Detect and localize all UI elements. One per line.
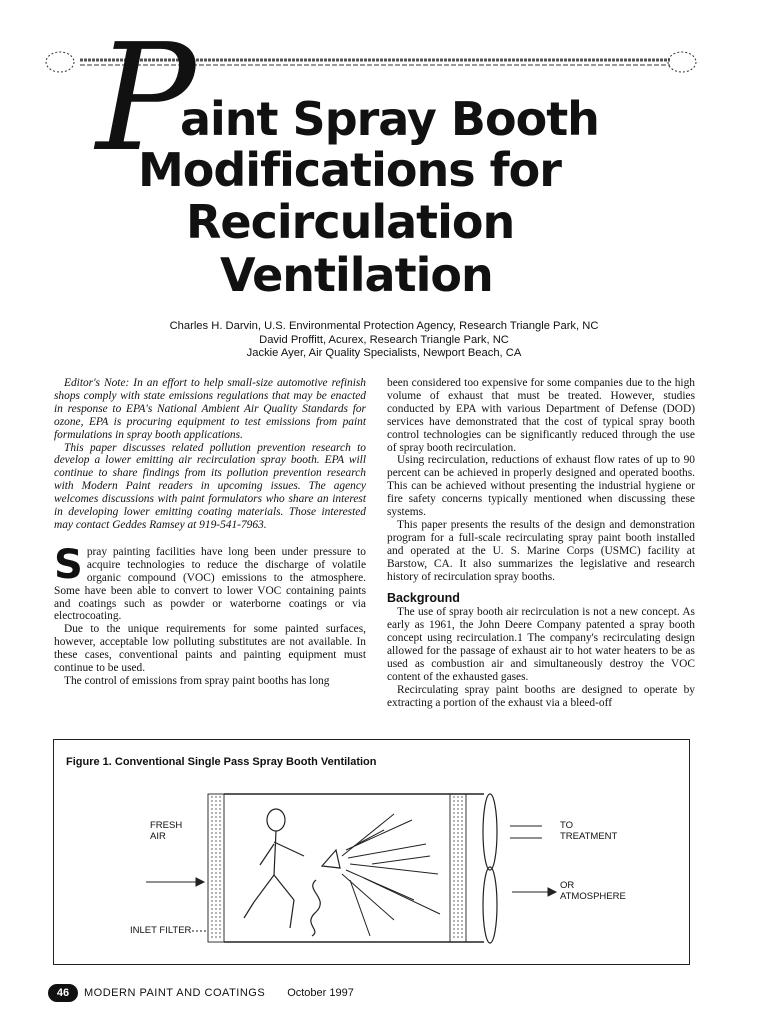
body-paragraph-5: Using recirculation, reductions of exhaust flow rates of up to 90 percent can be achieved in properly designed and operated booths. This can be achieved without presenting the industrial hygiene or fire safety concerns typically mentioned when discussing these systems. [387, 454, 695, 519]
painter-figure [244, 809, 320, 936]
right-column [387, 377, 695, 710]
author-1: Charles H. Darvin, U.S. Environmental Protection Agency, Research Triangle Park, NC [169, 320, 599, 332]
body-paragraph-4: been considered too expensive for some companies due to the high volume of exhaust that must be treated. However, studies conducted by EPA with various Department of Defense (DOD) services have demonstrated that the cost of typical spray booth control technologies can be significantly reduced through the use of spray booth recirculation. [387, 377, 695, 454]
body-paragraph-2: Due to the unique requirements for some painted surfaces, however, acceptable low polluting substitutes are not available. In these cases, conventional paints and painting equipment must continue to be used. [54, 623, 366, 675]
title-drop-letter: P [96, 12, 196, 184]
author-3: Jackie Ayer, Air Quality Specialists, Newport Beach, CA [246, 347, 522, 359]
editors-note-para-2: This paper discusses related pollution prevention research to develop a lower emitting air recirculation spray booth. EPA will continue to share findings from its pollution prevention research with Modern Paint readers in upcoming issues. The agency welcomes discussions with paint formulators who share an interest in developing lower emitting coating materials. Those interested may contact Geddes Ramsey at 919-541-7963. [54, 441, 366, 531]
author-2: David Proffitt, Acurex, Research Triangle Park, NC [259, 333, 509, 346]
intro-paragraph [54, 541, 366, 623]
spray-gun-icon [322, 850, 340, 868]
to-treatment-label: TO TREATMENT [560, 820, 618, 842]
section-heading-background: Background [387, 590, 460, 605]
intro-text: pray painting facilities have long been under pressure to acquire technologies to reduce the discharge of volatile organic compound (VOC) emissions to the atmosphere. Some have been able to convert to lower VOC containing paints and coatings such as powder or waterborne coatings or via electrocoating. [54, 545, 366, 623]
fresh-air-label: FRESH AIR [150, 820, 183, 842]
drop-cap: S [54, 541, 83, 588]
body-paragraph-6: This paper presents the results of the design and demonstration program for a full-scale recirculating spray paint booth installed and operated at the U. S. Marine Corps (USMC) facility at Barstow, CA. It also summarizes the legislative and research history of recirculation spray booths. [387, 518, 695, 583]
figure-1 [53, 739, 690, 965]
body-paragraph-7: The use of spray booth air recirculation is not a new concept. As early as 1961, the John Deere Company patented a spray booth concept using recirculation.1 The company's recirculating design allowed for the passage of exhaust air to hot water heaters to be as used as combustion air and simultaneously destroy the VOC content of the exhausted gases. [387, 606, 695, 683]
inlet-filter-label: INLET FILTER [130, 925, 192, 936]
title-line-3: Recirculation [186, 195, 515, 249]
body-paragraph-3: The control of emissions from spray paint booths has long [64, 674, 330, 687]
issue-date: October 1997 [287, 987, 354, 999]
exhaust-fan [483, 794, 497, 943]
body-paragraph-8: Recirculating spray paint booths are designed to operate by extracting a portion of the exhaust via a bleed-off [387, 683, 695, 709]
page-footer [48, 983, 354, 1003]
figure-caption: Figure 1. Conventional Single Pass Spray Booth Ventilation [66, 756, 377, 768]
left-column [54, 377, 366, 688]
editors-note-para-1: Editor's Note: In an effort to help small-size automotive refinish shops comply with state emissions regulations that may be enacted in response to EPA's National Ambient Air Quality Standards for ozone, EPA is procuring equipment to test emissions from paint formulations in spray booth applications. [54, 377, 366, 441]
journal-name: MODERN PAINT AND COATINGS [84, 987, 266, 999]
spray-pattern [342, 814, 440, 936]
author-list [60, 320, 708, 361]
title-line-4: Ventilation [220, 248, 493, 302]
page-number: 46 [48, 984, 78, 1002]
title-line-1: aint Spray Booth [180, 92, 599, 146]
or-atmosphere-label: OR ATMOSPHERE [560, 880, 626, 902]
title-line-2: Modifications for [138, 143, 561, 197]
